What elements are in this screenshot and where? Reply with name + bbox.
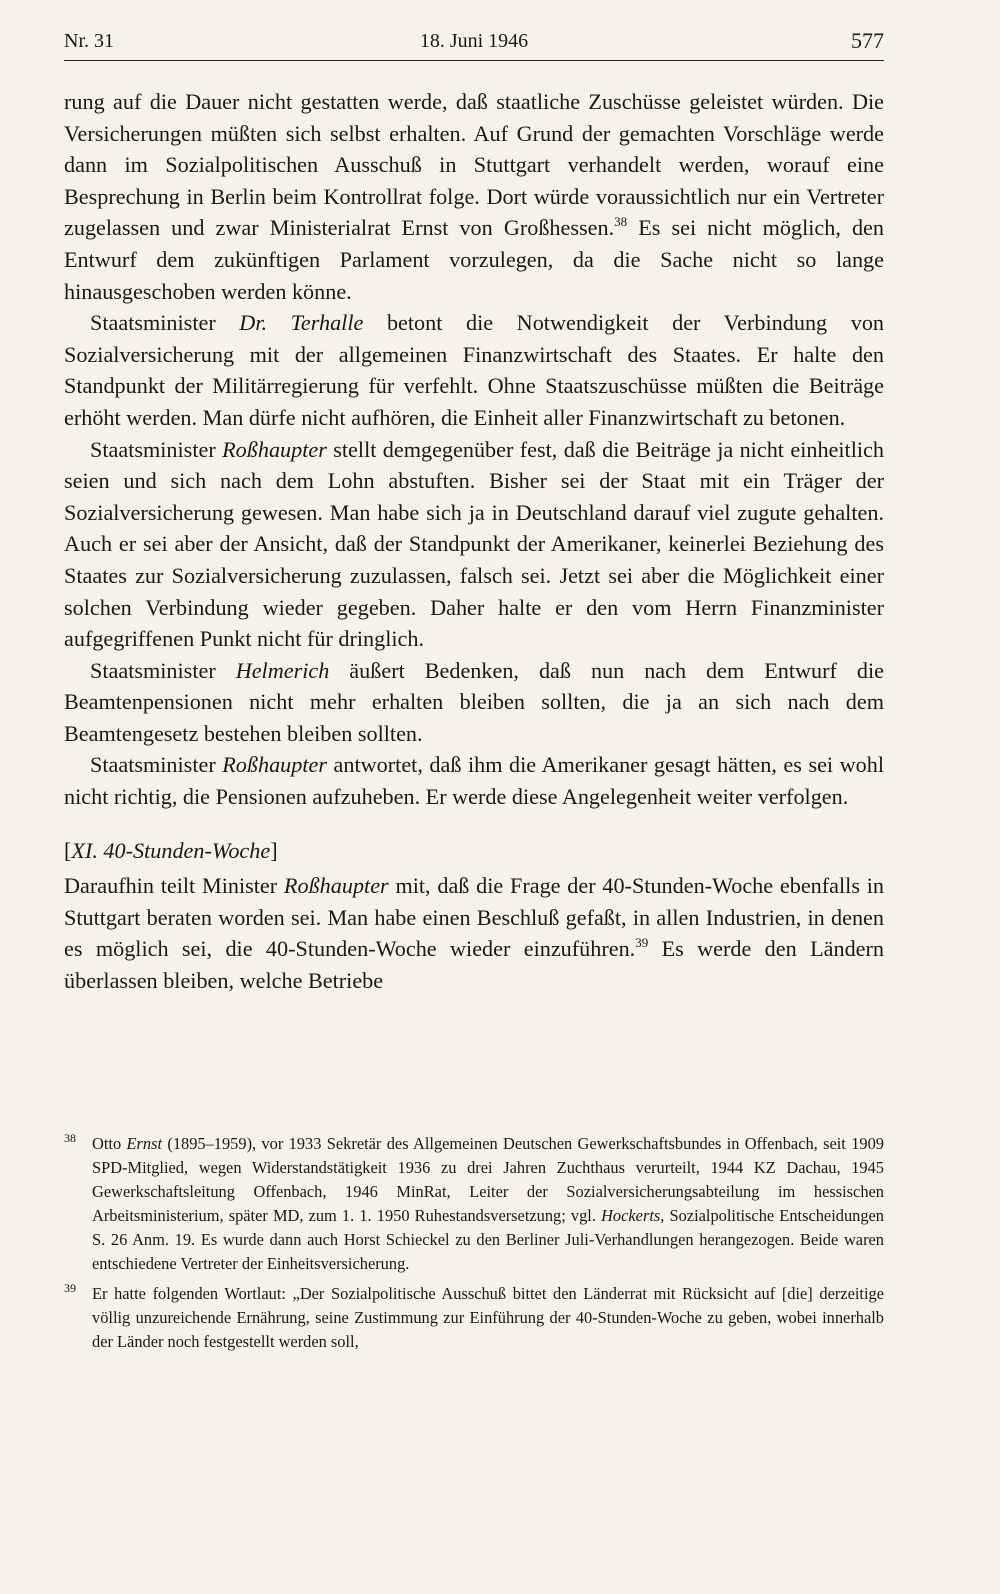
footnote-number: 38: [64, 1131, 76, 1145]
footnote-38: 38 Otto Ernst (1895–1959), vor 1933 Sekretär des Allgemeinen Deutschen Gewerkschaftsbundes in Offenbach, seit 1909 SPD-Mitglied, wegen Widerstandstätigkeit 1936 zu drei Jahren Zuchthaus verurteilt, 1944 KZ Dachau, 1945 Gewerkschaftsleitung Offenbach, 1946 MinRat, Leiter der Sozialversicherungsabteilung im hessischen Arbeitsministerium, später MD, zum 1. 1. 1950 Ruhestandsversetzung; vgl. Hockerts, Sozialpolitische Entscheidungen S. 26 Anm. 19. Es wurde dann auch Horst Schieckel zu den Berliner Juli-Verhandlungen herangezogen. Beide waren entschiedene Vertreter der Einheitsversicherung.: [64, 1132, 884, 1276]
speaker-name: Roßhaupter: [222, 752, 328, 778]
speaker-name: Helmerich: [235, 657, 330, 683]
speaker-name: Roßhaupter: [283, 873, 389, 899]
speaker-name: Roßhaupter: [222, 436, 327, 462]
paragraph-1: rung auf die Dauer nicht gestatten werde, daß staatliche Zuschüsse geleistet würden. Die Versicherungen müßten sich selbst erhalten. Auf Grund der gemachten Vorschläge werde dann im Sozialpolitischen Ausschuß in Stuttgart verhandelt werden, worauf eine Besprechung in Berlin beim Kontrollrat folge. Dort würde voraussichtlich nur ein Vertreter zugelassen und zwar Ministerialrat Ernst von Großhessen.$^{38}$ Es sei nicht möglich, den Entwurf dem zukünftigen Parlament vorzulegen, da die Sache nicht so lange hinausgeschoben werden könne.: [64, 89, 884, 304]
footnote-ref-39[interactable]: 39: [635, 935, 649, 951]
footnote-ref-38[interactable]: 38: [614, 214, 628, 230]
section-heading: [XI. 40-Stunden-Woche]: [64, 837, 278, 863]
header-date: 18. Juni 1946: [419, 30, 529, 52]
speaker-name: Dr. Terhalle: [239, 310, 364, 336]
paragraph-6: Daraufhin teilt Minister Roßhaupter mit, daß die Frage der 40-Stunden-Woche ebenfalls in Stuttgart beraten worden sei. Man habe einen Beschluß gefaßt, in allen Industrien, in denen es möglich sei, die 40-Stunden-Woche wieder einzuführen.$^{39}$ Es werde den Ländern überlassen bleiben, welche Betriebe: [64, 873, 884, 994]
paragraph-5: Staatsminister Roßhaupter antwortet, daß ihm die Amerikaner gesagt hätten, es sei wohl nicht richtig, die Pensionen aufzuheben. Er werde diese Angelegenheit weiter verfolgen.: [64, 752, 884, 810]
footnote-39: 39 Er hatte folgenden Wortlaut: „Der Sozialpolitische Ausschuß bittet den Länderrat mit Rücksicht auf [die] derzeitige völlig unzureichende Ernährung, seine Zustimmung zur Einführung der 40-Stunden-Woche zu geben, wobei innerhalb der Länder noch festgestellt werden soll,: [64, 1282, 884, 1354]
paragraph-2: Staatsminister Dr. Terhalle betont die Notwendigkeit der Verbindung von Sozialversicherung mit der allgemeinen Finanzwirtschaft des Staates. Er halte den Standpunkt der Militärregierung für verfehlt. Ohne Staatszuschüsse müßten die Beiträge erhöht werden. Man dürfe nicht aufhören, die Einheit aller Finanzwirtschaft zu betonen.: [64, 310, 885, 430]
footnote-number: 39: [64, 1281, 76, 1295]
footnotes: [64, 1132, 884, 1360]
page-number: 577: [851, 28, 884, 53]
paragraph-4: Staatsminister Helmerich äußert Bedenken, daß nun nach dem Entwurf die Beamtenpensionen nicht mehr erhalten bleiben sollten, die ja an sich nach dem Beamtengesetz bestehen bleiben sollten.: [64, 657, 884, 746]
main-text: [64, 86, 884, 997]
running-header: [64, 26, 884, 60]
issue-number: Nr. 31: [64, 30, 114, 52]
header-rule: [64, 60, 884, 61]
paragraph-3: Staatsminister Roßhaupter stellt demgegenüber fest, daß die Beiträge ja nicht einheitlich seien und sich nach dem Lohn abstuften. Bisher sei der Staat mit ein Träger der Sozialversicherung gewesen. Man habe sich ja in Deutschland darauf viel zugute gehalten. Auch er sei aber der Ansicht, daß der Standpunkt der Amerikaner, keinerlei Beziehung des Staates zur Sozialversicherung zuzulassen, falsch sei. Jetzt sei aber die Möglichkeit einer solchen Verbindung wieder gegeben. Daher halte er den vom Herrn Finanzminister aufgegriffenen Punkt nicht für dringlich.: [64, 436, 884, 652]
